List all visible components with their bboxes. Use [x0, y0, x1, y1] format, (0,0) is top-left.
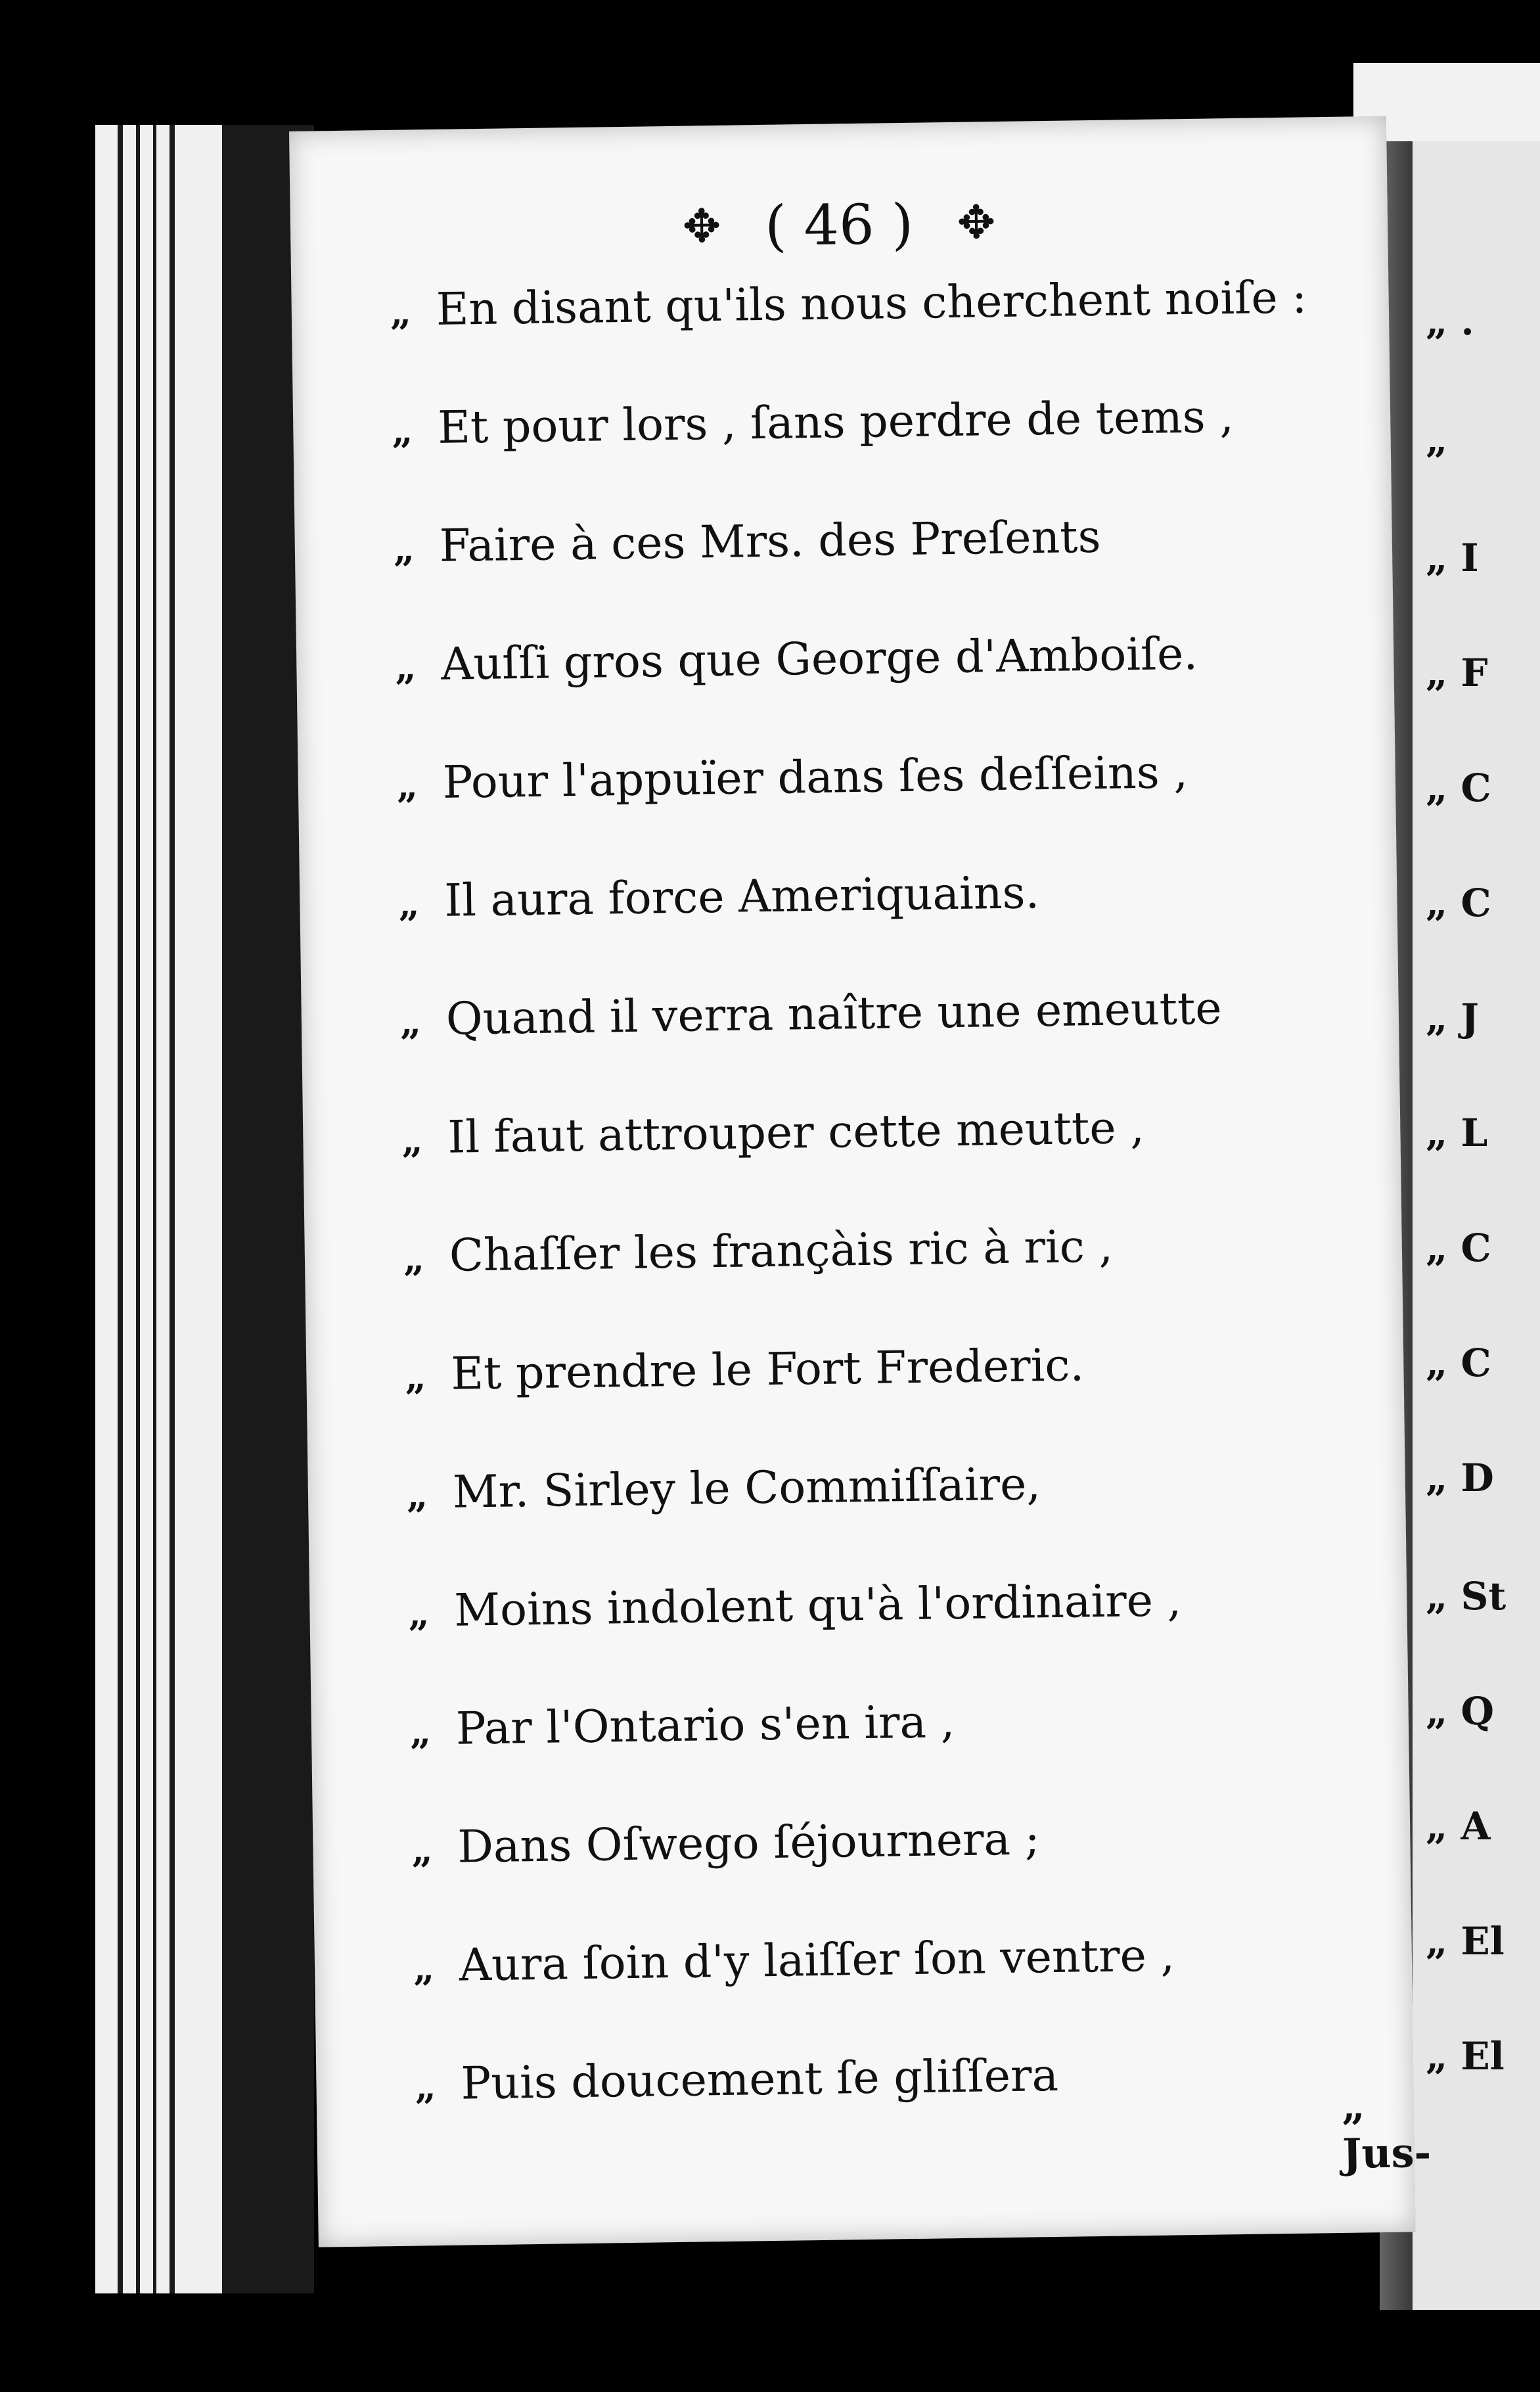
verse-line: „ Aura ſoin d'y laiſſer ſon ventre , — [413, 1929, 1175, 1992]
facing-fragment: „ C — [1426, 1341, 1491, 1385]
facing-fragment: „ L — [1426, 1111, 1488, 1155]
verse-line: „ Et pour lors , ſans perdre de tems , — [391, 390, 1234, 454]
verse-line: „ Faire à ces Mrs. des Preſents — [393, 511, 1101, 572]
verse-line: „ Chaſſer les françàis ric à ric , — [403, 1220, 1114, 1282]
verse-block — [390, 262, 1333, 2167]
facing-fragment: „ Q — [1426, 1689, 1495, 1734]
facing-fragment: „ St — [1426, 1574, 1506, 1619]
verse-line: „ Mr. Sirley le Commiſſaire, — [406, 1458, 1041, 1519]
facing-fragment: „ C — [1426, 1226, 1491, 1270]
ornament-right-icon: ✥ — [957, 195, 996, 250]
verse-line: „ Auſſi gros que George d'Amboiſe. — [394, 628, 1198, 691]
verse-line: „ En disant qu'ils nous cherchent noiſe : — [390, 271, 1307, 336]
verse-line: „ Pour l'appuïer dans ſes deſſeins , — [396, 747, 1189, 809]
ornament-left-icon: ✥ — [682, 198, 722, 254]
page-number: ( 46 ) — [764, 191, 914, 258]
catchword: „ Jus- — [1341, 2081, 1432, 2178]
verse-line: „ Dans Oſwego ſéjournera ; — [411, 1813, 1041, 1874]
facing-fragment: „ . — [1426, 299, 1474, 344]
facing-fragment: „ C — [1426, 881, 1491, 925]
verse-line: „ Et prendre le Fort Frederic. — [405, 1339, 1085, 1400]
facing-fragment: „ El — [1426, 1919, 1505, 1964]
facing-fragment: „ D — [1426, 1456, 1494, 1500]
page-header — [290, 185, 1388, 265]
facing-fragment: „ J — [1426, 996, 1479, 1040]
facing-fragment: „ El — [1426, 2034, 1505, 2079]
facing-fragment: „ C — [1426, 766, 1491, 810]
facing-fragment: „ A — [1426, 1804, 1491, 1849]
verse-line: „ Par l'Ontario s'en ira , — [409, 1696, 955, 1755]
facing-page — [1413, 141, 1540, 2310]
facing-fragment: „ — [1426, 417, 1448, 462]
facing-fragment: „ I — [1426, 536, 1479, 580]
verse-line: „ Moins indolent qu'à l'ordinaire , — [408, 1575, 1182, 1637]
page-edges — [95, 125, 306, 2293]
facing-fragment: „ F — [1426, 651, 1488, 695]
verse-line: „ Quand il verra naître une emeutte — [399, 982, 1223, 1046]
verse-line: „ Puis doucement ſe gliſſera — [415, 2049, 1059, 2110]
verse-line: „ Il faut attrouper cette meutte , — [401, 1101, 1145, 1164]
book-page — [289, 116, 1432, 2247]
verse-line: „ Il aura force Ameriquains. — [397, 867, 1040, 927]
